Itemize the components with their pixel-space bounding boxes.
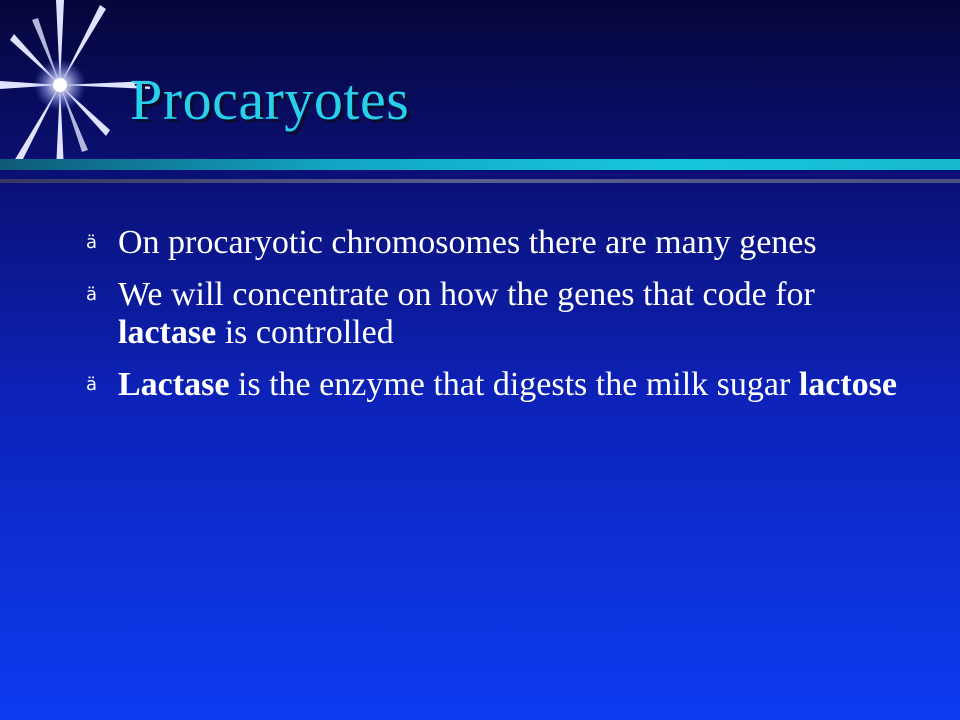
text-segment: We will concentrate on how the genes that code for xyxy=(118,276,815,313)
text-segment: is controlled xyxy=(216,314,394,351)
bullet-list xyxy=(86,224,916,418)
bold-term: lactose xyxy=(798,366,897,403)
bold-term: lactase xyxy=(118,314,217,351)
title-divider-thin xyxy=(0,179,960,183)
starburst-icon xyxy=(0,0,150,170)
bullet-item xyxy=(86,276,916,352)
bullet-marker-icon: ä xyxy=(86,284,98,305)
bold-term: Lactase xyxy=(118,366,230,403)
text-segment: is the enzyme that digests the milk sugar xyxy=(229,366,799,403)
text-segment: On procaryotic chromosomes there are many genes xyxy=(118,224,817,261)
bullet-text xyxy=(118,366,897,403)
slide-title: Procaryotes xyxy=(130,67,410,132)
title-divider xyxy=(0,159,960,170)
bullet-item xyxy=(86,224,916,262)
bullet-text xyxy=(118,224,817,261)
bullet-text xyxy=(118,276,815,351)
bullet-item xyxy=(86,366,916,404)
bullet-marker-icon: ä xyxy=(86,374,98,395)
bullet-marker-icon: ä xyxy=(86,232,98,253)
